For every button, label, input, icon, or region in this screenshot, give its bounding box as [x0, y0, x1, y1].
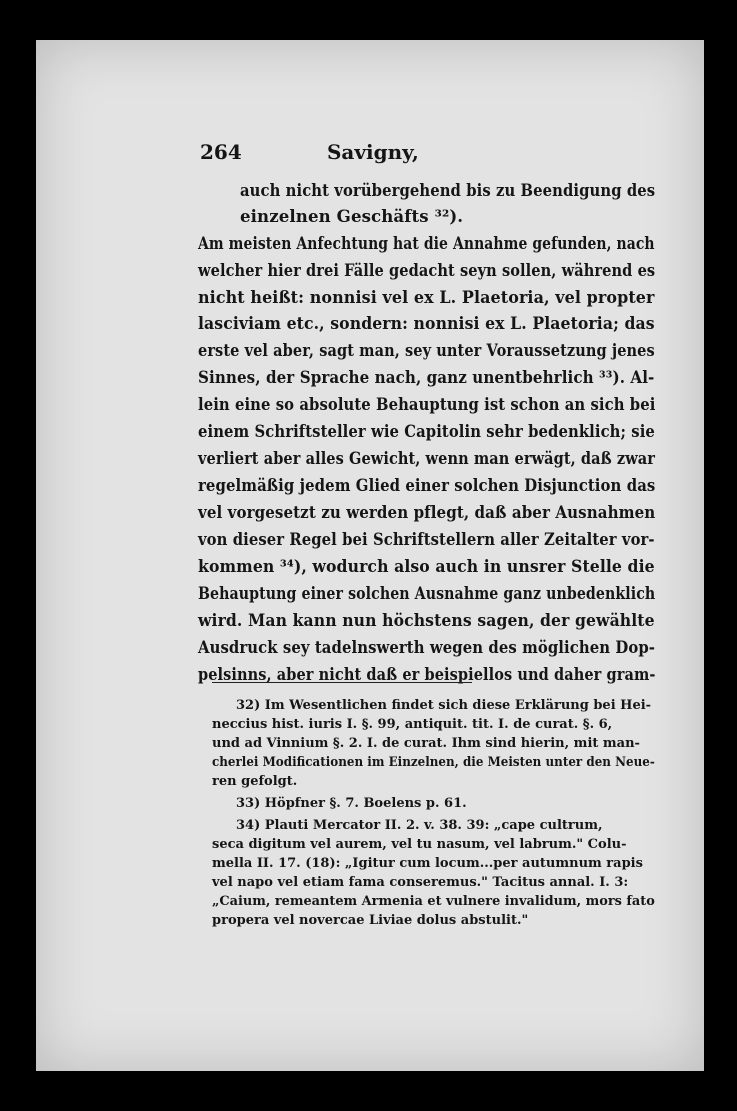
body-line: lasciviam etc., sondern: nonnisi ex L. Plaetoria; das: [198, 313, 655, 333]
footnote-line: mella II. 17. (18): „Igitur cum locum...per autumnum rapis: [212, 856, 643, 871]
body-line: von dieser Regel bei Schriftstellern aller Zeitalter vor-: [198, 529, 655, 549]
body-line: nicht heißt: nonnisi vel ex L. Plaetoria, vel propter: [198, 287, 655, 307]
footnote-line: 33) Höpfner §. 7. Boelens p. 61.: [236, 796, 467, 811]
footnote-line: cherlei Modificationen im Einzelnen, die Meisten unter den Neue-: [212, 755, 655, 770]
body-line: Am meisten Anfechtung hat die Annahme gefunden, nach: [198, 233, 655, 253]
footnote-separator: [212, 682, 472, 683]
footnote-line: neccius hist. iuris I. §. 99, antiquit. tit. I. de curat. §. 6,: [212, 717, 613, 732]
footnote-line: vel napo vel etiam fama conseremus." Tacitus annal. I. 3:: [212, 875, 629, 890]
body-line: Ausdruck sey tadelnswerth wegen des möglichen Dop-: [198, 637, 656, 657]
footnote-line: 34) Plauti Mercator II. 2. v. 38. 39: „cape cultrum,: [236, 818, 603, 833]
footnote-line: und ad Vinnium §. 2. I. de curat. Ihm sind hierin, mit man-: [212, 736, 640, 751]
footnote-line: propera vel novercae Liviae dolus abstulit.": [212, 913, 529, 928]
body-line: vel vorgesetzt zu werden pflegt, daß aber Ausnahmen: [198, 502, 656, 522]
body-line: einzelnen Geschäfts ³²).: [240, 206, 464, 226]
body-line: verliert aber alles Gewicht, wenn man erwägt, daß zwar: [198, 448, 655, 468]
body-line: kommen ³⁴), wodurch also auch in unsrer Stelle die: [198, 556, 655, 576]
footnote-line: 32) Im Wesentlichen findet sich diese Erklärung bei Hei-: [236, 698, 652, 713]
body-line: Behauptung einer solchen Ausnahme ganz unbedenklich: [198, 583, 656, 603]
body-line: lein eine so absolute Behauptung ist schon an sich bei: [198, 394, 656, 414]
page-header: [200, 140, 419, 164]
body-line: einem Schriftsteller wie Capitolin sehr bedenklich; sie: [198, 421, 655, 441]
footnote-line: ren gefolgt.: [212, 774, 298, 789]
body-line: regelmäßig jedem Glied einer solchen Disjunction das: [198, 475, 656, 495]
body-line: auch nicht vorübergehend bis zu Beendigung des: [240, 180, 656, 200]
footnote-line: „Caium, remeantem Armenia et vulnere invalidum, mors fato: [212, 894, 655, 909]
running-title: Savigny,: [326, 140, 419, 164]
body-line: erste vel aber, sagt man, sey unter Voraussetzung jenes: [198, 340, 655, 360]
body-line: pelsinns, aber nicht daß er beispiellos und daher gram-: [198, 664, 656, 684]
page-number: 264: [200, 140, 242, 164]
body-line: Sinnes, der Sprache nach, ganz unentbehrlich ³³). Al-: [198, 367, 655, 387]
body-line: welcher hier drei Fälle gedacht seyn sollen, während es: [198, 260, 656, 280]
body-line: wird. Man kann nun höchstens sagen, der gewählte: [198, 610, 655, 630]
footnote-line: seca digitum vel aurem, vel tu nasum, vel labrum." Colu-: [212, 837, 627, 852]
